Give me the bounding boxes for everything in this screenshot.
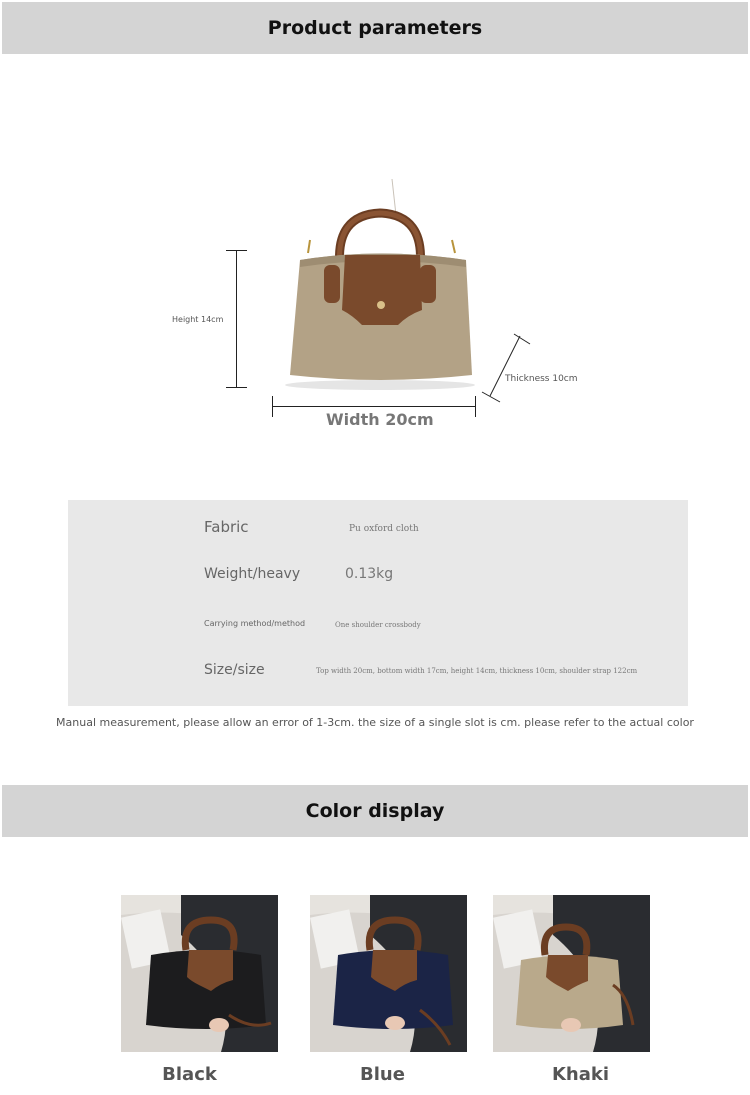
width-label: Width 20cm <box>326 410 434 429</box>
height-label: Height 14cm <box>172 315 224 324</box>
color-label-black: Black <box>162 1064 217 1085</box>
spec-key: Fabric <box>204 518 249 536</box>
height-dimension-cap-top <box>226 250 247 251</box>
measurement-note: Manual measurement, please allow an error of 1-3cm. the size of a single slot is cm. please refer to the actual color <box>56 716 694 729</box>
spec-key: Size/size <box>204 662 265 678</box>
spec-value: 0.13kg <box>345 566 394 582</box>
height-dimension-line <box>236 250 237 387</box>
spec-value: Top width 20cm, bottom width 17cm, height 14cm, thickness 10cm, shoulder strap 122cm <box>316 667 638 675</box>
width-dimension-cap-left <box>272 396 273 417</box>
thickness-label: Thickness 10cm <box>505 374 578 384</box>
spec-key: Carrying method/method <box>204 619 306 628</box>
product-parameters-banner <box>2 2 748 54</box>
width-dimension-line <box>272 406 475 407</box>
color-swatch-black[interactable] <box>121 895 278 1052</box>
spec-key: Weight/heavy <box>204 566 301 582</box>
spec-value: Pu oxford cloth <box>349 524 419 534</box>
spec-value: One shoulder crossbody <box>335 621 421 629</box>
color-display-banner <box>2 785 748 837</box>
width-dimension-cap-right <box>475 396 476 417</box>
product-bag-image <box>280 175 480 395</box>
color-swatch-blue[interactable] <box>310 895 467 1052</box>
color-display-title: Color display <box>305 800 445 822</box>
color-label-blue: Blue <box>360 1064 405 1085</box>
spec-table <box>68 500 688 706</box>
thickness-dimension-line <box>478 330 538 405</box>
product-parameters-title: Product parameters <box>267 17 483 39</box>
height-dimension-cap-bottom <box>226 387 247 388</box>
color-label-khaki: Khaki <box>551 1064 610 1085</box>
color-swatch-khaki[interactable] <box>493 895 650 1052</box>
